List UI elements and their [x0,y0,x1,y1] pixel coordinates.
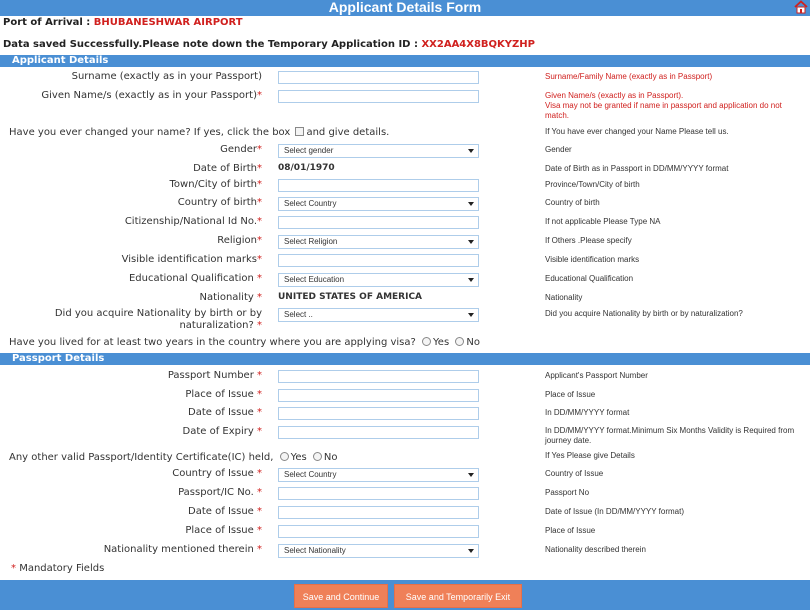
gender-hint: Gender [545,145,572,154]
other-passport-hint: If Yes Please give Details [545,451,635,460]
country-issue-label: Country of Issue * [172,468,262,479]
saved-message [3,39,535,50]
section-applicant-details: Applicant Details [0,55,810,67]
country-birth-hint: Country of birth [545,198,600,207]
nationality-mentioned-label: Nationality mentioned therein * [103,544,262,555]
place-issue-input[interactable] [278,389,479,402]
gender-label: Gender* [220,144,262,155]
gender-select[interactable]: Select gender [278,144,479,158]
dob-hint: Date of Birth as in Passport in DD/MM/YYYY format [545,164,729,173]
passport-number-input[interactable] [278,370,479,383]
country-issue-hint: Country of Issue [545,469,604,478]
changed-name-label: Have you ever changed your name? If yes, click the box [9,127,291,138]
dob-value: 08/01/1970 [278,163,335,173]
marks-label: Visible identification marks* [121,254,262,265]
date-issue-label: Date of Issue * [188,407,262,418]
religion-select[interactable]: Select Religion [278,235,479,249]
date-expiry-input[interactable] [278,426,479,439]
nationality-value: UNITED STATES OF AMERICA [278,292,423,302]
country-birth-select[interactable]: Select Country [278,197,479,211]
lived-row: Have you lived for at least two years in the country where you are applying visa? Yes No [9,337,480,348]
given-name-label: Given Name/s (exactly as in your Passport)* [41,90,262,101]
port-of-arrival [3,17,243,28]
place-issue-hint: Place of Issue [545,390,596,399]
religion-label: Religion* [217,235,262,246]
chevron-down-icon [468,240,474,244]
chevron-down-icon [468,313,474,317]
lived-label: Have you lived for at least two years in the country where you are applying visa? [9,337,416,348]
chevron-down-icon [468,149,474,153]
date-issue-hint: In DD/MM/YYYY format [545,408,630,417]
town-input[interactable] [278,179,479,192]
other-passport-no-radio[interactable] [313,452,322,461]
town-hint: Province/Town/City of birth [545,180,640,189]
application-id: XX2AA4X8BQKYZHP [421,39,535,50]
nationality-hint: Nationality [545,293,583,302]
changed-name-checkbox[interactable] [295,127,304,136]
port-label: Port of Arrival : [3,17,91,28]
form-title: Applicant Details Form [328,0,482,15]
changed-name-tail: and give details. [306,127,390,138]
nationality-mentioned-select[interactable]: Select Nationality [278,544,479,558]
changed-name-row [9,127,389,138]
education-hint: Educational Qualification [545,274,634,283]
place-issue-label: Place of Issue * [185,389,262,400]
date-expiry-label: Date of Expiry * [182,426,262,437]
marks-hint: Visible identification marks [545,255,640,264]
chevron-down-icon [468,549,474,553]
changed-name-hint: If You have ever changed your Name Please tell us. [545,127,729,136]
date-issue-input[interactable] [278,407,479,420]
port-value: BHUBANESHWAR AIRPORT [93,17,243,28]
country-issue-select[interactable]: Select Country [278,468,479,482]
ic-date-issue-hint: Date of Issue (In DD/MM/YYYY format) [545,507,685,516]
surname-hint: Surname/Family Name (exactly as in Passport) [545,72,713,81]
save-continue-button[interactable]: Save and Continue [294,584,388,608]
ic-number-input[interactable] [278,487,479,500]
dob-label: Date of Birth* [193,163,262,174]
ic-date-issue-label: Date of Issue * [188,506,262,517]
chevron-down-icon [468,278,474,282]
nationality-label: Nationality * [199,292,262,303]
other-passport-row: Any other valid Passport/Identity Certificate(IC) held, Yes No [9,452,338,463]
home-icon[interactable] [794,0,808,14]
national-id-input[interactable] [278,216,479,229]
acquire-select[interactable]: Select .. [278,308,479,322]
town-label: Town/City of birth* [169,179,262,190]
other-passport-label: Any other valid Passport/Identity Certificate(IC) held, [9,452,274,463]
acquire-label: Did you acquire Nationality by birth or by naturalization? * [54,308,262,331]
form-title-bar [0,0,810,16]
national-id-label: Citizenship/National Id No.* [124,216,262,227]
given-name-hint: Given Name/s (exactly as in Passport). Visa may not be granted if name in passport and application do not match. [545,91,782,120]
passport-number-label: Passport Number * [167,370,262,381]
save-exit-button[interactable]: Save and Temporarily Exit [394,584,522,608]
lived-yes-radio[interactable] [422,337,431,346]
ic-date-issue-input[interactable] [278,506,479,519]
religion-hint: If Others .Please specify [545,236,632,245]
ic-place-issue-input[interactable] [278,525,479,538]
chevron-down-icon [468,473,474,477]
surname-input[interactable] [278,71,479,84]
country-birth-label: Country of birth* [177,197,262,208]
education-select[interactable]: Select Education [278,273,479,287]
given-name-input[interactable] [278,90,479,103]
section-passport-details: Passport Details [0,353,810,365]
nationality-mentioned-hint: Nationality described therein [545,545,646,554]
ic-place-issue-hint: Place of Issue [545,526,596,535]
passport-number-hint: Applicant's Passport Number [545,371,648,380]
ic-number-hint: Passport No [545,488,590,497]
acquire-hint: Did you acquire Nationality by birth or by naturalization? [545,309,743,318]
lived-no-radio[interactable] [455,337,464,346]
ic-number-label: Passport/IC No. * [178,487,262,498]
saved-text: Data saved Successfully.Please note down the Temporary Application ID : [3,39,418,50]
chevron-down-icon [468,202,474,206]
national-id-hint: If not applicable Please Type NA [545,217,661,226]
education-label: Educational Qualification * [128,273,262,284]
date-expiry-hint: In DD/MM/YYYY format.Minimum Six Months Validity is Required from journey date. [545,426,795,445]
surname-label: Surname (exactly as in your Passport) [71,71,262,82]
marks-input[interactable] [278,254,479,267]
other-passport-yes-radio[interactable] [280,452,289,461]
mandatory-note: * Mandatory Fields [11,563,105,574]
ic-place-issue-label: Place of Issue * [185,525,262,536]
